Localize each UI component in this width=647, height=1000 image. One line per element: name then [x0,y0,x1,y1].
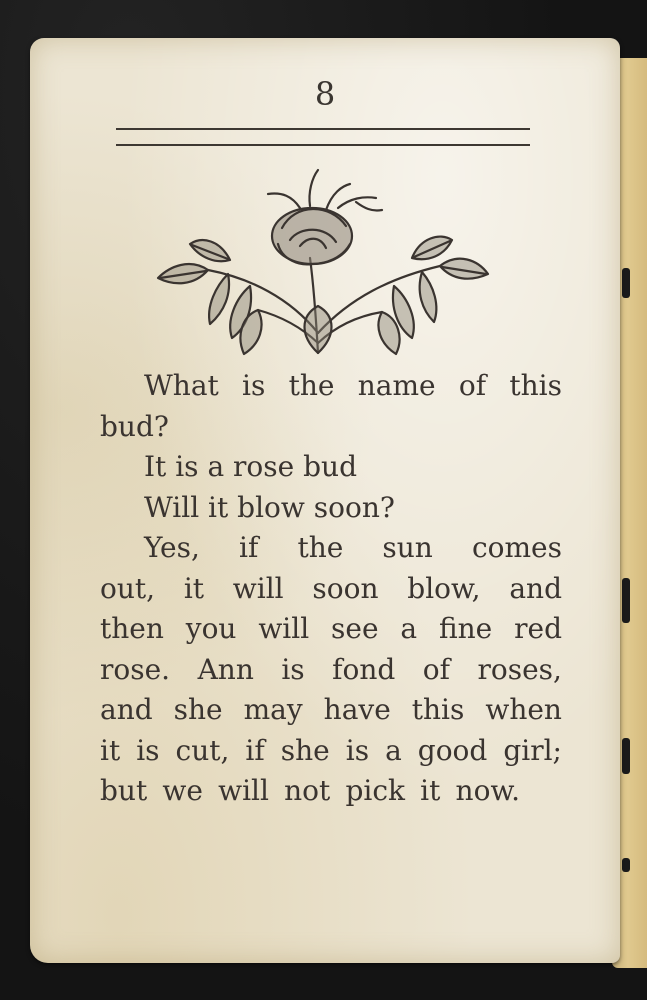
word: now. [455,774,520,807]
text-line-2: bud? [100,409,169,443]
word: this [509,369,562,402]
word: may [243,693,303,726]
word: is [345,733,370,767]
header-rule-thick [116,144,530,146]
word: have [323,693,391,726]
word: this [411,693,465,726]
word: What [144,369,219,402]
word: if [239,531,259,564]
word: then [100,612,164,645]
word: it [420,774,441,807]
word: of [422,652,451,686]
word: we [162,774,203,807]
page-number: 8 [314,75,336,113]
book-page [30,38,620,963]
page-edge-tear [622,738,630,774]
word: not [284,774,331,807]
word: is [242,369,266,402]
word: out, [100,571,156,605]
word: the [297,531,344,564]
word: girl; [503,733,562,767]
text-line-8 [100,650,562,691]
text-line-10 [100,731,562,772]
text-line-5 [100,528,562,569]
word: when [485,693,562,726]
word: rose. [100,652,171,686]
word: a [400,612,418,645]
word: pick [345,774,405,807]
text-line-9 [100,690,562,731]
text-line-6 [100,569,562,610]
word: she [280,733,330,767]
word: it [100,733,121,767]
header-rule-thin [116,128,530,130]
word: but [100,774,148,807]
word: Yes, [144,531,200,564]
word: good [417,733,488,767]
word: name [357,369,436,402]
word: a [385,733,402,767]
word: blow, [407,571,481,605]
word: she [173,693,223,726]
word: see [331,612,379,645]
word: fine [438,612,493,645]
word: and [100,693,153,726]
word: if [245,733,265,767]
word: will [218,774,269,807]
text-line-7 [100,609,562,650]
word: will [258,612,310,645]
word: you [185,612,237,645]
page-edge-tear [622,858,630,872]
word: and [509,571,562,605]
text-line-4: Will it blow soon? [144,490,395,524]
word: cut, [175,733,230,767]
text-line-3: It is a rose bud [144,450,357,483]
word: will [232,571,284,605]
word: Ann [197,652,254,686]
text-line-11 [100,771,520,812]
word: the [288,369,335,402]
word: is [136,733,160,767]
word: is [281,652,305,686]
word: red [514,612,562,645]
text-line-1 [100,366,562,407]
word: sun [382,531,433,564]
word: fond [332,652,396,686]
rose-bud-woodcut-icon [150,148,490,363]
word: of [458,369,487,402]
page-edge-tear [622,578,630,623]
word: comes [471,531,562,564]
word: roses, [477,652,562,686]
word: it [183,571,205,605]
page-text [100,366,562,812]
word: soon [312,571,379,605]
page-edge-tear [622,268,630,298]
